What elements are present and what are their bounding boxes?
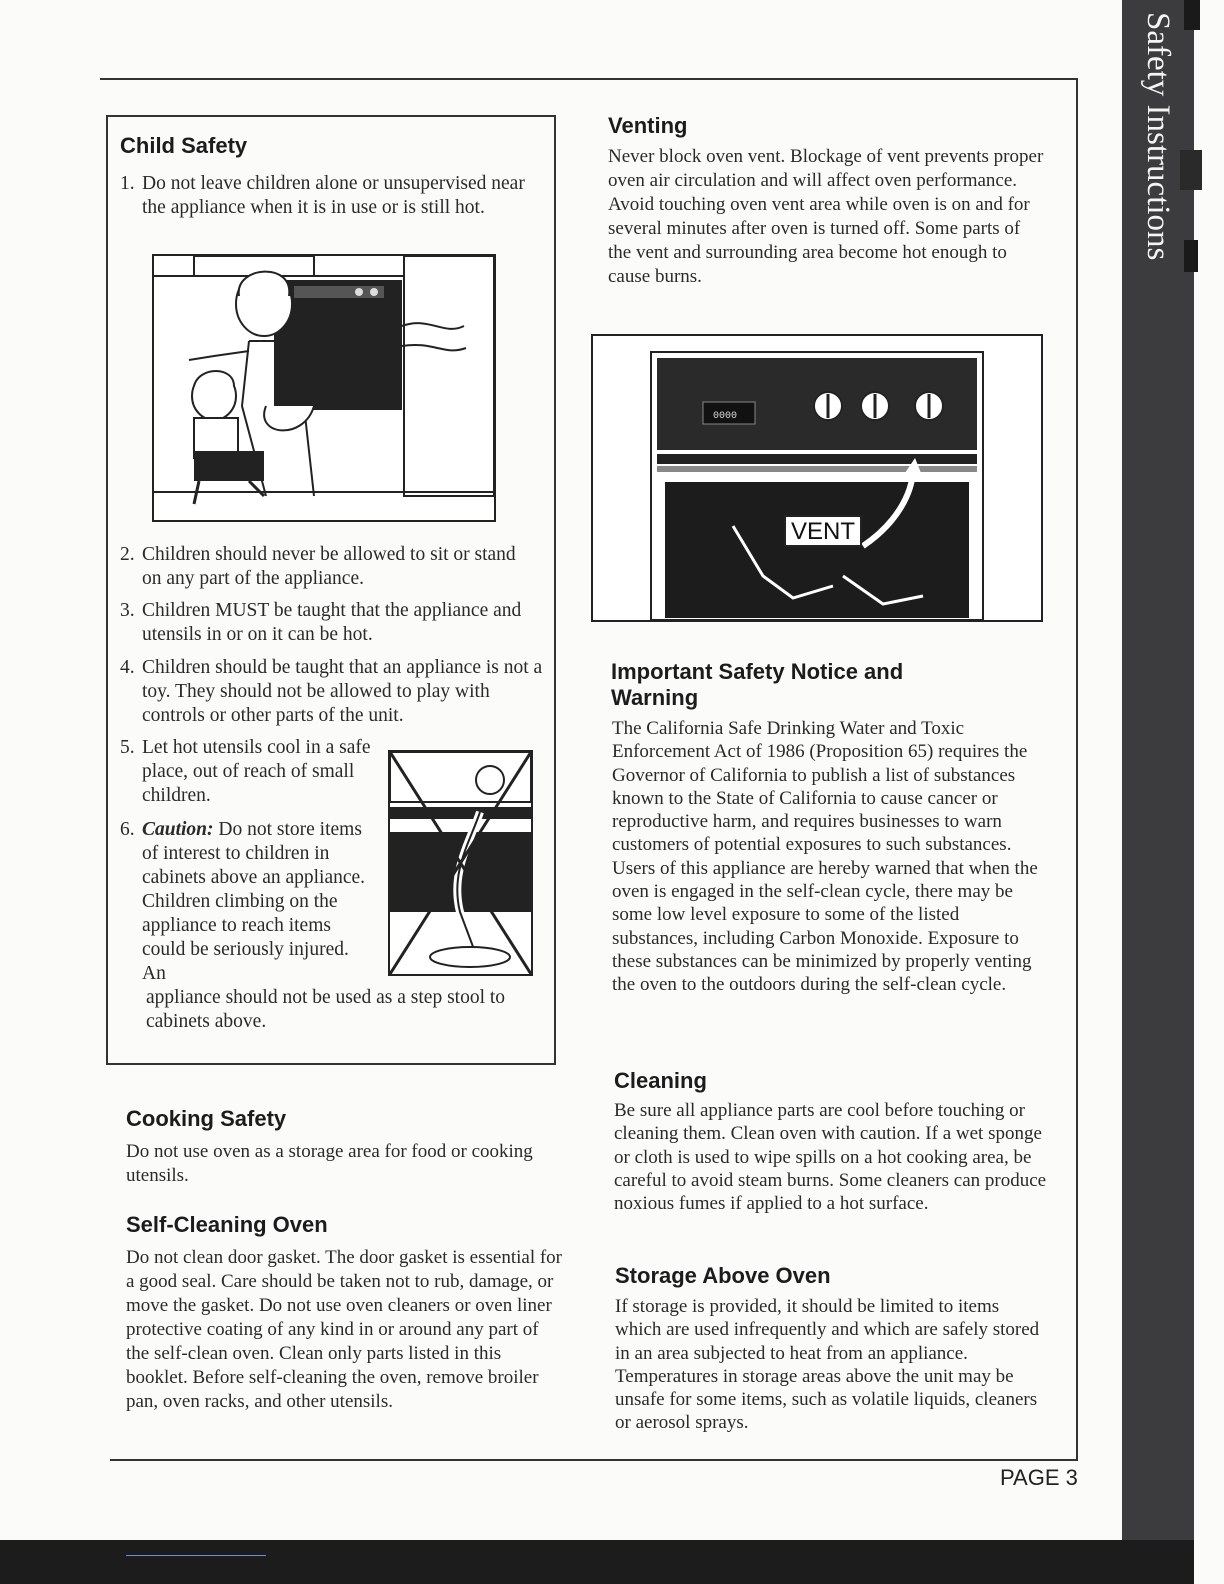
page-edge-mark [1180, 150, 1202, 190]
item-number: 4. [120, 657, 135, 678]
important-notice-title [611, 659, 903, 711]
child-safety-item-2 [120, 543, 540, 591]
mother-child-drawing [154, 256, 494, 520]
child-safety-item-4 [120, 656, 545, 728]
item-number: 1. [120, 173, 135, 194]
child-safety-item-6 [120, 818, 375, 986]
venting-title: Venting [608, 113, 688, 138]
item-number: 5. [120, 737, 135, 758]
page-edge-mark [1184, 240, 1198, 272]
item-text: Do not leave children alone or unsupervised near the appliance when it is in use or is still hot. [142, 173, 525, 218]
storage-title: Storage Above Oven [615, 1263, 831, 1288]
item-text: Children should be taught that an appliance is not a toy. They should not be allowed to play with controls or other parts of the unit. [142, 657, 543, 726]
child-climbing-drawing [390, 752, 531, 974]
page-edge-mark [1184, 0, 1200, 30]
title-line-1: Important Safety Notice and [611, 659, 904, 684]
child-safety-item-5 [120, 736, 375, 808]
bottom-rule [110, 1459, 1078, 1461]
item-text: Do not store items of interest to children in cabinets above an appliance. Children climbing on the appliance to reach items could be seriously injured. An [142, 819, 366, 984]
child-safety-title: Child Safety [120, 133, 248, 158]
cooking-safety-title: Cooking Safety [126, 1106, 287, 1131]
item-number: 2. [120, 544, 135, 565]
storage-text: If storage is provided, it should be limited to items which are used infrequently and which are safely stored in an area subjected to heat from an appliance. Temperatures in storage areas above the unit may be unsafe for some items, such as volatile liquids, cleaners or aerosol sprays. [615, 1296, 1040, 1434]
child-oven-illustration [152, 254, 496, 522]
important-notice-text: The California Safe Drinking Water and Toxic Enforcement Act of 1986 (Proposition 65) requires the Governor of California to publish a list of substances known to the State of California to cause cancer or reproductive harm, and requires businesses to warn customers of potential exposures to such substances. Users of this appliance are hereby warned that when the oven is engaged in the self-clean cycle, there may be some low level exposure to some of the listed substances, including Carbon Monoxide. Exposure to these substances can be minimized by properly venting the oven to the outdoors during the self-clean cycle. [612, 718, 1038, 996]
vent-illustration [591, 334, 1043, 622]
title-line-2: Warning [611, 685, 699, 710]
oven-display-readout: 0000 [713, 411, 738, 422]
item-text: Let hot utensils cool in a safe place, out of reach of small children. [142, 737, 371, 806]
cleaning-text: Be sure all appliance parts are cool before touching or cleaning them. Clean oven with caution. If a wet sponge or cloth is used to wipe spills on a hot cooking area, be careful to avoid steam burns. Some cleaners can produce noxious fumes if applied to a hot surface. [614, 1100, 1047, 1215]
scan-bottom-edge [0, 1540, 1194, 1584]
item-number: 3. [120, 600, 135, 621]
child-climbing-illustration [388, 750, 533, 976]
right-rule [1076, 78, 1078, 1460]
side-tab-label: Safety Instructions [1140, 12, 1176, 261]
oven-vent-drawing [593, 336, 1041, 620]
child-safety-item-1 [120, 172, 540, 220]
venting-text: Never block oven vent. Blockage of vent prevents proper oven air circulation and will affect oven performance. Avoid touching oven vent area while oven is on and for several minutes after oven is turned off. Some parts of the vent and surrounding area become hot enough to cause burns. [608, 146, 1044, 287]
child-safety-item-6-continued [146, 986, 551, 1034]
item-text: Children MUST be taught that the appliance and utensils in or on it can be hot. [142, 600, 522, 645]
vent-label: VENT [790, 518, 855, 545]
child-safety-item-3 [120, 599, 540, 647]
top-rule [100, 78, 1078, 80]
cleaning-title: Cleaning [614, 1068, 707, 1093]
underline-mark [126, 1555, 266, 1556]
page-number: PAGE 3 [1000, 1465, 1078, 1490]
item-text: appliance should not be used as a step stool to cabinets above. [146, 987, 506, 1032]
cooking-safety-text: Do not use oven as a storage area for food or cooking utensils. [126, 1141, 533, 1186]
caution-label: Caution: [142, 819, 214, 840]
item-number: 6. [120, 819, 135, 840]
self-cleaning-title: Self-Cleaning Oven [126, 1212, 328, 1237]
item-text: Children should never be allowed to sit or stand on any part of the appliance. [142, 544, 516, 589]
self-cleaning-text: Do not clean door gasket. The door gasket is essential for a good seal. Care should be taken not to rub, damage, or move the gasket. Do not use oven cleaners or oven liner protective coating of any kind in or around any part of the self-clean oven. Clean only parts listed in this booklet. Before self-cleaning the oven, remove broiler pan, oven racks, and other utensils. [126, 1247, 563, 1412]
